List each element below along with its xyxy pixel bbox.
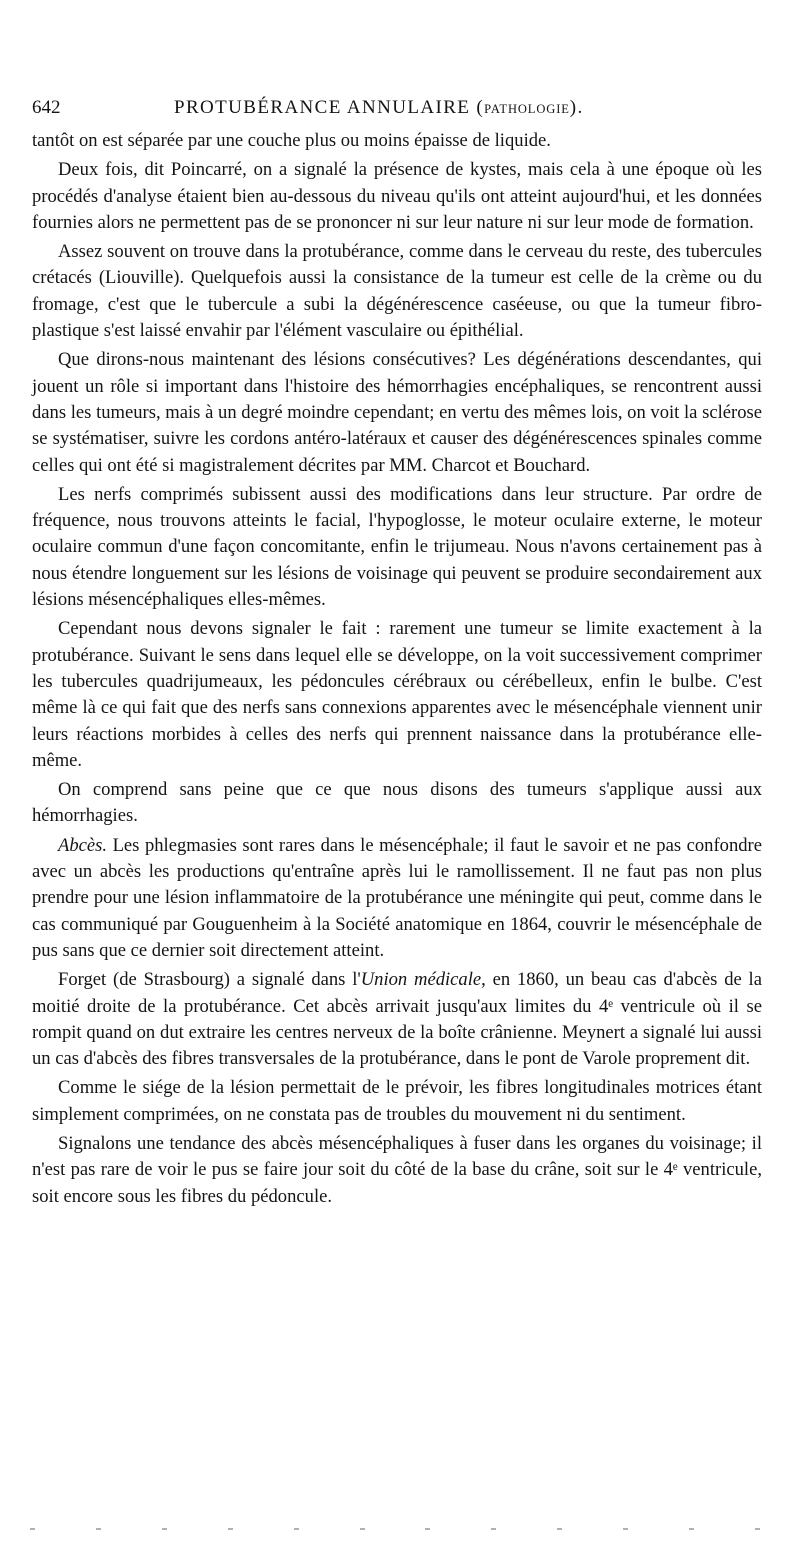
print-speck — [755, 1528, 760, 1530]
print-speck — [491, 1528, 496, 1530]
paragraph-forget — [32, 967, 762, 1072]
paragraph-abces — [32, 833, 762, 964]
paragraph-forget-text-after: , en 1860, un beau cas d'abcès de la moitié droite de la protubérance. Cet abcès arrivait jusqu'aux limites du 4ᵉ ventricule où il se rompit quand on dut extraire les centres nerveux de la boîte crânienne. Meynert a signalé lui aussi un cas d'abcès des fibres transversales de la protubérance, dans le pont de Varole proprement dit. — [32, 969, 762, 1070]
print-speck — [623, 1528, 628, 1530]
running-head-close-paren: ). — [569, 97, 584, 118]
body-text — [32, 128, 762, 1210]
paragraph-kystes: Deux fois, dit Poincarré, on a signalé la présence de kystes, mais cela à une époque où les procédés d'analyse étaient bien au-dessous du niveau qu'ils ont atteint aujourd'hui, et les données fournies alors ne permettent pas de se prononcer ni sur leur nature ni sur leur mode de formation. — [32, 159, 762, 233]
print-speck — [228, 1528, 233, 1530]
print-speck — [425, 1528, 430, 1530]
journal-title: Union médicale — [360, 969, 482, 991]
running-head — [32, 88, 762, 128]
print-speck — [360, 1528, 365, 1530]
print-speck — [557, 1528, 562, 1530]
paragraph-continued: tantôt on est séparée par une couche plus ou moins épaisse de liquide. — [32, 130, 551, 151]
paragraph-forget-text: Forget (de Strasbourg) a signalé dans l' — [58, 969, 361, 991]
print-speck — [294, 1528, 299, 1530]
paragraph-siege-lesion: Comme le siége de la lésion permettait de le prévoir, les fibres longitudinales motrices étant simplement comprimées, on ne constata pas de troubles du mouvement ni du sentiment. — [32, 1077, 762, 1125]
print-speck — [96, 1528, 101, 1530]
paragraph-tendance-abces: Signalons une tendance des abcès mésencéphaliques à fuser dans les organes du voisinage; il n'est pas rare de voir le pus se faire jour soit du côté de la base du crâne, soit sur le 4ᵉ ventricule, soit encore sous les fibres du pédoncule. — [32, 1132, 762, 1207]
running-head-subtitle: PATHOLOGIE — [484, 102, 570, 116]
paragraph-nerfs-comprimes: Les nerfs comprimés subissent aussi des modifications dans leur structure. Par ordre de fréquence, nous trouvons atteints le facial, l'hypoglosse, le moteur oculaire externe, le moteur oculaire commun d'une façon concomitante, enfin le trijumeau. Nous n'avons certainement pas à nous étendre longuement sur les lésions de voisinage qui peuvent se produire secondairement aux lésions mésencéphaliques elles-mêmes. — [32, 483, 762, 611]
running-head-main: PROTUBÉRANCE ANNULAIRE — [174, 97, 471, 118]
bottom-print-specks — [30, 1528, 760, 1532]
running-head-title — [174, 88, 584, 129]
section-lead-abces: Abcès. — [58, 834, 108, 856]
print-speck — [162, 1528, 167, 1530]
paragraph-abces-text: Les phlegmasies sont rares dans le mésencéphale; il faut le savoir et ne pas confondre avec un abcès les productions qu'entraîne après lui le ramollissement. Il ne faut pas non plus prendre pour une lésion inflammatoire de la protubérance une méningite qui peut, comme dans le cas communiqué par Gouguenheim à la Société anatomique en 1864, couvrir le mésencéphale de pus sans que ce dernier soit directement atteint. — [32, 834, 762, 961]
paragraph-hemorrhagies: On comprend sans peine que ce que nous disons des tumeurs s'applique aussi aux hémorrhagies. — [32, 779, 762, 827]
print-speck — [30, 1528, 35, 1530]
book-page — [32, 88, 762, 1213]
paragraph-tubercules: Assez souvent on trouve dans la protubérance, comme dans le cerveau du reste, des tubercules crétacés (Liouville). Quelquefois aussi la consistance de la tumeur est celle de la crème ou du fromage, c'est que le tubercule a subi la dégénérescence caséeuse, ou que la tumeur fibro-plastique s'est laissé envahir par l'élément vasculaire ou épithélial. — [32, 241, 762, 342]
paragraph-lesions-consecutives: Que dirons-nous maintenant des lésions consécutives? Les dégénérations descendantes, qui jouent un rôle si important dans l'histoire des hémorrhagies encéphaliques, se rencontrent aussi dans les tumeurs, mais à un degré moindre cependant; en vertu des mêmes lois, on voit la sclérose se systématiser, suivre les cordons antéro-latéraux et causer des dégénérescences spinales comme celles qui ont été si magistralement décrites par MM. Charcot et Bouchard. — [32, 349, 762, 476]
print-speck — [689, 1528, 694, 1530]
page-number: 642 — [32, 97, 61, 118]
running-head-open-paren: ( — [470, 97, 485, 118]
paragraph-limites-tumeur: Cependant nous devons signaler le fait : rarement une tumeur se limite exactement à la protubérance. Suivant le sens dans lequel elle se développe, on la voit successivement comprimer les tubercules quadrijumeaux, les pédoncules cérébraux ou cérébelleux, enfin le bulbe. C'est même là ce qui fait que des nerfs sans connexions apparentes avec le mésencéphale viennent unir leurs réactions morbides à celles des nerfs qui prennent naissance dans la protubérance elle-même. — [32, 618, 762, 771]
